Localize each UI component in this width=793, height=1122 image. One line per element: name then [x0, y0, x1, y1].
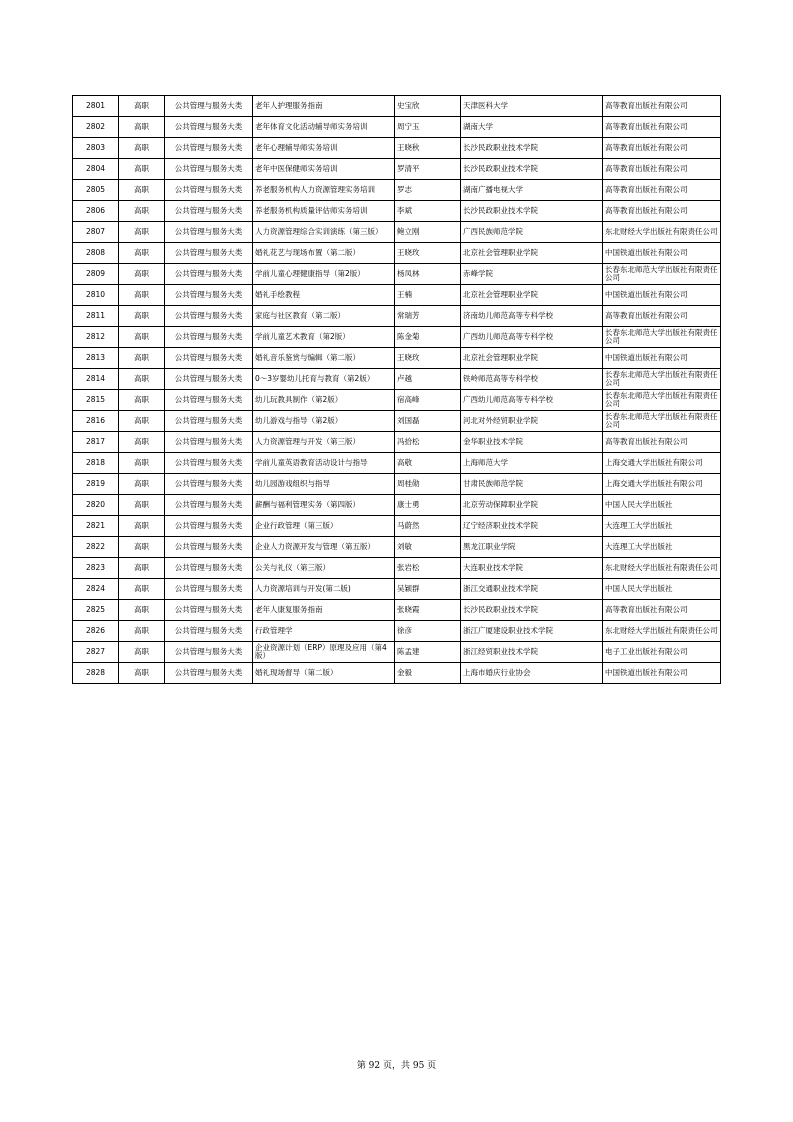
institution: 上海市婚庆行业协会	[461, 663, 603, 684]
publisher: 中国铁道出版社有限公司	[603, 348, 721, 369]
publisher: 高等教育出版社有限公司	[603, 600, 721, 621]
book-title: 婚礼音乐鉴赏与编辑（第二版）	[253, 348, 395, 369]
institution: 上海师范大学	[461, 453, 603, 474]
education-level: 高职	[119, 663, 165, 684]
row-number: 2817	[73, 432, 119, 453]
author: 陈孟建	[395, 642, 461, 663]
table-row	[73, 264, 721, 285]
discipline-category: 公共管理与服务大类	[165, 222, 253, 243]
education-level: 高职	[119, 348, 165, 369]
book-title: 老年人康复服务指南	[253, 600, 395, 621]
institution: 湖南广播电视大学	[461, 180, 603, 201]
book-title: 幼儿园游戏组织与指导	[253, 474, 395, 495]
education-level: 高职	[119, 642, 165, 663]
education-level: 高职	[119, 117, 165, 138]
institution: 广西幼儿师范高等专科学校	[461, 327, 603, 348]
row-number: 2828	[73, 663, 119, 684]
author: 徐彦	[395, 621, 461, 642]
institution: 长沙民政职业技术学院	[461, 138, 603, 159]
discipline-category: 公共管理与服务大类	[165, 201, 253, 222]
table-row	[73, 642, 721, 663]
book-title: 人力资源管理与开发（第三版）	[253, 432, 395, 453]
table-row	[73, 453, 721, 474]
discipline-category: 公共管理与服务大类	[165, 600, 253, 621]
institution: 浙江广厦建设职业技术学院	[461, 621, 603, 642]
discipline-category: 公共管理与服务大类	[165, 369, 253, 390]
discipline-category: 公共管理与服务大类	[165, 474, 253, 495]
book-title: 企业资源计划（ERP）原理及应用（第4版）	[253, 642, 395, 663]
table-row	[73, 159, 721, 180]
education-level: 高职	[119, 327, 165, 348]
table-row	[73, 516, 721, 537]
row-number: 2801	[73, 96, 119, 117]
discipline-category: 公共管理与服务大类	[165, 285, 253, 306]
discipline-category: 公共管理与服务大类	[165, 432, 253, 453]
book-title: 企业行政管理（第三版）	[253, 516, 395, 537]
table-row	[73, 390, 721, 411]
table-row	[73, 495, 721, 516]
table-row	[73, 96, 721, 117]
discipline-category: 公共管理与服务大类	[165, 663, 253, 684]
book-title: 行政管理学	[253, 621, 395, 642]
education-level: 高职	[119, 600, 165, 621]
row-number: 2825	[73, 600, 119, 621]
discipline-category: 公共管理与服务大类	[165, 117, 253, 138]
book-title: 老年心理辅导师实务培训	[253, 138, 395, 159]
book-title: 学前儿童艺术教育（第2版）	[253, 327, 395, 348]
author: 王晓玫	[395, 348, 461, 369]
institution: 长沙民政职业技术学院	[461, 201, 603, 222]
row-number: 2819	[73, 474, 119, 495]
education-level: 高职	[119, 411, 165, 432]
education-level: 高职	[119, 390, 165, 411]
education-level: 高职	[119, 516, 165, 537]
row-number: 2815	[73, 390, 119, 411]
institution: 济南幼儿师范高等专科学校	[461, 306, 603, 327]
institution: 大连职业技术学院	[461, 558, 603, 579]
institution: 湖南大学	[461, 117, 603, 138]
row-number: 2812	[73, 327, 119, 348]
discipline-category: 公共管理与服务大类	[165, 243, 253, 264]
row-number: 2814	[73, 369, 119, 390]
publisher: 中国铁道出版社有限公司	[603, 663, 721, 684]
author: 王楠	[395, 285, 461, 306]
education-level: 高职	[119, 243, 165, 264]
textbook-list-table	[72, 95, 721, 684]
publisher: 大连理工大学出版社	[603, 537, 721, 558]
education-level: 高职	[119, 537, 165, 558]
publisher: 高等教育出版社有限公司	[603, 138, 721, 159]
table-row	[73, 411, 721, 432]
institution: 北京社会管理职业学院	[461, 285, 603, 306]
table-row	[73, 474, 721, 495]
row-number: 2826	[73, 621, 119, 642]
row-number: 2803	[73, 138, 119, 159]
discipline-category: 公共管理与服务大类	[165, 264, 253, 285]
publisher: 东北财经大学出版社有限责任公司	[603, 222, 721, 243]
book-title: 人力资源培训与开发(第二版)	[253, 579, 395, 600]
education-level: 高职	[119, 432, 165, 453]
education-level: 高职	[119, 474, 165, 495]
publisher: 长春东北师范大学出版社有限责任公司	[603, 390, 721, 411]
discipline-category: 公共管理与服务大类	[165, 537, 253, 558]
publisher: 上海交通大学出版社有限公司	[603, 474, 721, 495]
institution: 天津医科大学	[461, 96, 603, 117]
publisher: 中国铁道出版社有限公司	[603, 243, 721, 264]
book-title: 家庭与社区教育（第二版）	[253, 306, 395, 327]
row-number: 2804	[73, 159, 119, 180]
education-level: 高职	[119, 306, 165, 327]
book-title: 企业人力资源开发与管理（第五版）	[253, 537, 395, 558]
author: 杨凤林	[395, 264, 461, 285]
author: 张晓霞	[395, 600, 461, 621]
education-level: 高职	[119, 621, 165, 642]
table-row	[73, 663, 721, 684]
table-row	[73, 117, 721, 138]
row-number: 2810	[73, 285, 119, 306]
discipline-category: 公共管理与服务大类	[165, 579, 253, 600]
institution: 黑龙江职业学院	[461, 537, 603, 558]
row-number: 2816	[73, 411, 119, 432]
publisher: 高等教育出版社有限公司	[603, 117, 721, 138]
book-title: 养老服务机构人力资源管理实务培训	[253, 180, 395, 201]
author: 金毅	[395, 663, 461, 684]
education-level: 高职	[119, 96, 165, 117]
book-title: 婚礼手绘教程	[253, 285, 395, 306]
discipline-category: 公共管理与服务大类	[165, 390, 253, 411]
table-row	[73, 348, 721, 369]
table-row	[73, 243, 721, 264]
book-title: 老年中医保健师实务培训	[253, 159, 395, 180]
author: 陈金菊	[395, 327, 461, 348]
row-number: 2811	[73, 306, 119, 327]
discipline-category: 公共管理与服务大类	[165, 306, 253, 327]
discipline-category: 公共管理与服务大类	[165, 96, 253, 117]
discipline-category: 公共管理与服务大类	[165, 180, 253, 201]
publisher: 电子工业出版社有限公司	[603, 642, 721, 663]
education-level: 高职	[119, 369, 165, 390]
author: 史宝欣	[395, 96, 461, 117]
education-level: 高职	[119, 285, 165, 306]
row-number: 2807	[73, 222, 119, 243]
author: 卢越	[395, 369, 461, 390]
book-title: 学前儿童心理健康指导（第2版）	[253, 264, 395, 285]
book-title: 幼儿玩教具制作（第2版）	[253, 390, 395, 411]
institution: 金华职业技术学院	[461, 432, 603, 453]
author: 王晓秋	[395, 138, 461, 159]
education-level: 高职	[119, 159, 165, 180]
education-level: 高职	[119, 495, 165, 516]
row-number: 2827	[73, 642, 119, 663]
table-row	[73, 201, 721, 222]
author: 张岩松	[395, 558, 461, 579]
author: 周宁玉	[395, 117, 461, 138]
author: 鲍立刚	[395, 222, 461, 243]
author: 马蔚然	[395, 516, 461, 537]
table-row	[73, 579, 721, 600]
discipline-category: 公共管理与服务大类	[165, 348, 253, 369]
discipline-category: 公共管理与服务大类	[165, 159, 253, 180]
author: 康士勇	[395, 495, 461, 516]
book-title: 老年人护理服务指南	[253, 96, 395, 117]
author: 刘敏	[395, 537, 461, 558]
education-level: 高职	[119, 558, 165, 579]
institution: 广西民族师范学院	[461, 222, 603, 243]
page-footer: 第 92 页，共 95 页	[356, 1061, 437, 1071]
row-number: 2823	[73, 558, 119, 579]
institution: 北京劳动保障职业学院	[461, 495, 603, 516]
publisher: 上海交通大学出版社有限公司	[603, 453, 721, 474]
book-title: 公关与礼仪（第三版）	[253, 558, 395, 579]
education-level: 高职	[119, 264, 165, 285]
publisher: 大连理工大学出版社	[603, 516, 721, 537]
education-level: 高职	[119, 453, 165, 474]
table-row	[73, 621, 721, 642]
author: 罗志	[395, 180, 461, 201]
institution: 北京社会管理职业学院	[461, 243, 603, 264]
institution: 河北对外经贸职业学院	[461, 411, 603, 432]
publisher: 中国人民大学出版社	[603, 579, 721, 600]
book-title: 0～3岁婴幼儿托育与教育（第2版）	[253, 369, 395, 390]
row-number: 2809	[73, 264, 119, 285]
author: 王晓玫	[395, 243, 461, 264]
row-number: 2821	[73, 516, 119, 537]
institution: 赤峰学院	[461, 264, 603, 285]
publisher: 长春东北师范大学出版社有限责任公司	[603, 327, 721, 348]
author: 冯拾松	[395, 432, 461, 453]
row-number: 2808	[73, 243, 119, 264]
table-row	[73, 222, 721, 243]
institution: 北京社会管理职业学院	[461, 348, 603, 369]
institution: 浙江经贸职业技术学院	[461, 642, 603, 663]
table-row	[73, 558, 721, 579]
publisher: 长春东北师范大学出版社有限责任公司	[603, 369, 721, 390]
book-title: 婚礼现场督导（第二版）	[253, 663, 395, 684]
publisher: 东北财经大学出版社有限责任公司	[603, 558, 721, 579]
row-number: 2818	[73, 453, 119, 474]
author: 宿高峰	[395, 390, 461, 411]
publisher: 长春东北师范大学出版社有限责任公司	[603, 264, 721, 285]
publisher: 东北财经大学出版社有限责任公司	[603, 621, 721, 642]
education-level: 高职	[119, 180, 165, 201]
author: 常瑞芳	[395, 306, 461, 327]
table-row	[73, 306, 721, 327]
discipline-category: 公共管理与服务大类	[165, 621, 253, 642]
institution: 甘肃民族师范学院	[461, 474, 603, 495]
author: 吴颖群	[395, 579, 461, 600]
publisher: 中国铁道出版社有限公司	[603, 285, 721, 306]
author: 高敬	[395, 453, 461, 474]
discipline-category: 公共管理与服务大类	[165, 411, 253, 432]
table-row	[73, 600, 721, 621]
discipline-category: 公共管理与服务大类	[165, 453, 253, 474]
row-number: 2802	[73, 117, 119, 138]
education-level: 高职	[119, 201, 165, 222]
table-row	[73, 369, 721, 390]
book-title: 老年体育文化活动辅导师实务培训	[253, 117, 395, 138]
discipline-category: 公共管理与服务大类	[165, 495, 253, 516]
row-number: 2805	[73, 180, 119, 201]
book-title: 薪酬与福利管理实务（第四版）	[253, 495, 395, 516]
institution: 广西幼儿师范高等专科学校	[461, 390, 603, 411]
discipline-category: 公共管理与服务大类	[165, 327, 253, 348]
row-number: 2822	[73, 537, 119, 558]
table-row	[73, 180, 721, 201]
author: 刘国磊	[395, 411, 461, 432]
table-row	[73, 537, 721, 558]
table-row	[73, 327, 721, 348]
author: 周桂勋	[395, 474, 461, 495]
education-level: 高职	[119, 579, 165, 600]
publisher: 高等教育出版社有限公司	[603, 180, 721, 201]
education-level: 高职	[119, 138, 165, 159]
discipline-category: 公共管理与服务大类	[165, 138, 253, 159]
discipline-category: 公共管理与服务大类	[165, 516, 253, 537]
publisher: 高等教育出版社有限公司	[603, 306, 721, 327]
publisher: 高等教育出版社有限公司	[603, 432, 721, 453]
row-number: 2806	[73, 201, 119, 222]
row-number: 2813	[73, 348, 119, 369]
publisher: 长春东北师范大学出版社有限责任公司	[603, 411, 721, 432]
education-level: 高职	[119, 222, 165, 243]
institution: 辽宁经济职业技术学院	[461, 516, 603, 537]
author: 李斌	[395, 201, 461, 222]
publisher: 中国人民大学出版社	[603, 495, 721, 516]
book-title: 幼儿游戏与指导（第2版）	[253, 411, 395, 432]
book-title: 婚礼花艺与现场布置（第二版）	[253, 243, 395, 264]
publisher: 高等教育出版社有限公司	[603, 201, 721, 222]
institution: 铁岭师范高等专科学校	[461, 369, 603, 390]
table-row	[73, 285, 721, 306]
institution: 浙江交通职业技术学院	[461, 579, 603, 600]
author: 罗清平	[395, 159, 461, 180]
table-row	[73, 432, 721, 453]
institution: 长沙民政职业技术学院	[461, 600, 603, 621]
institution: 长沙民政职业技术学院	[461, 159, 603, 180]
publisher: 高等教育出版社有限公司	[603, 159, 721, 180]
discipline-category: 公共管理与服务大类	[165, 642, 253, 663]
row-number: 2824	[73, 579, 119, 600]
book-title: 学前儿童英语教育活动设计与指导	[253, 453, 395, 474]
table-row	[73, 138, 721, 159]
book-title: 人力资源管理综合实训演练（第三版）	[253, 222, 395, 243]
publisher: 高等教育出版社有限公司	[603, 96, 721, 117]
discipline-category: 公共管理与服务大类	[165, 558, 253, 579]
row-number: 2820	[73, 495, 119, 516]
book-title: 养老服务机构质量评估师实务培训	[253, 201, 395, 222]
